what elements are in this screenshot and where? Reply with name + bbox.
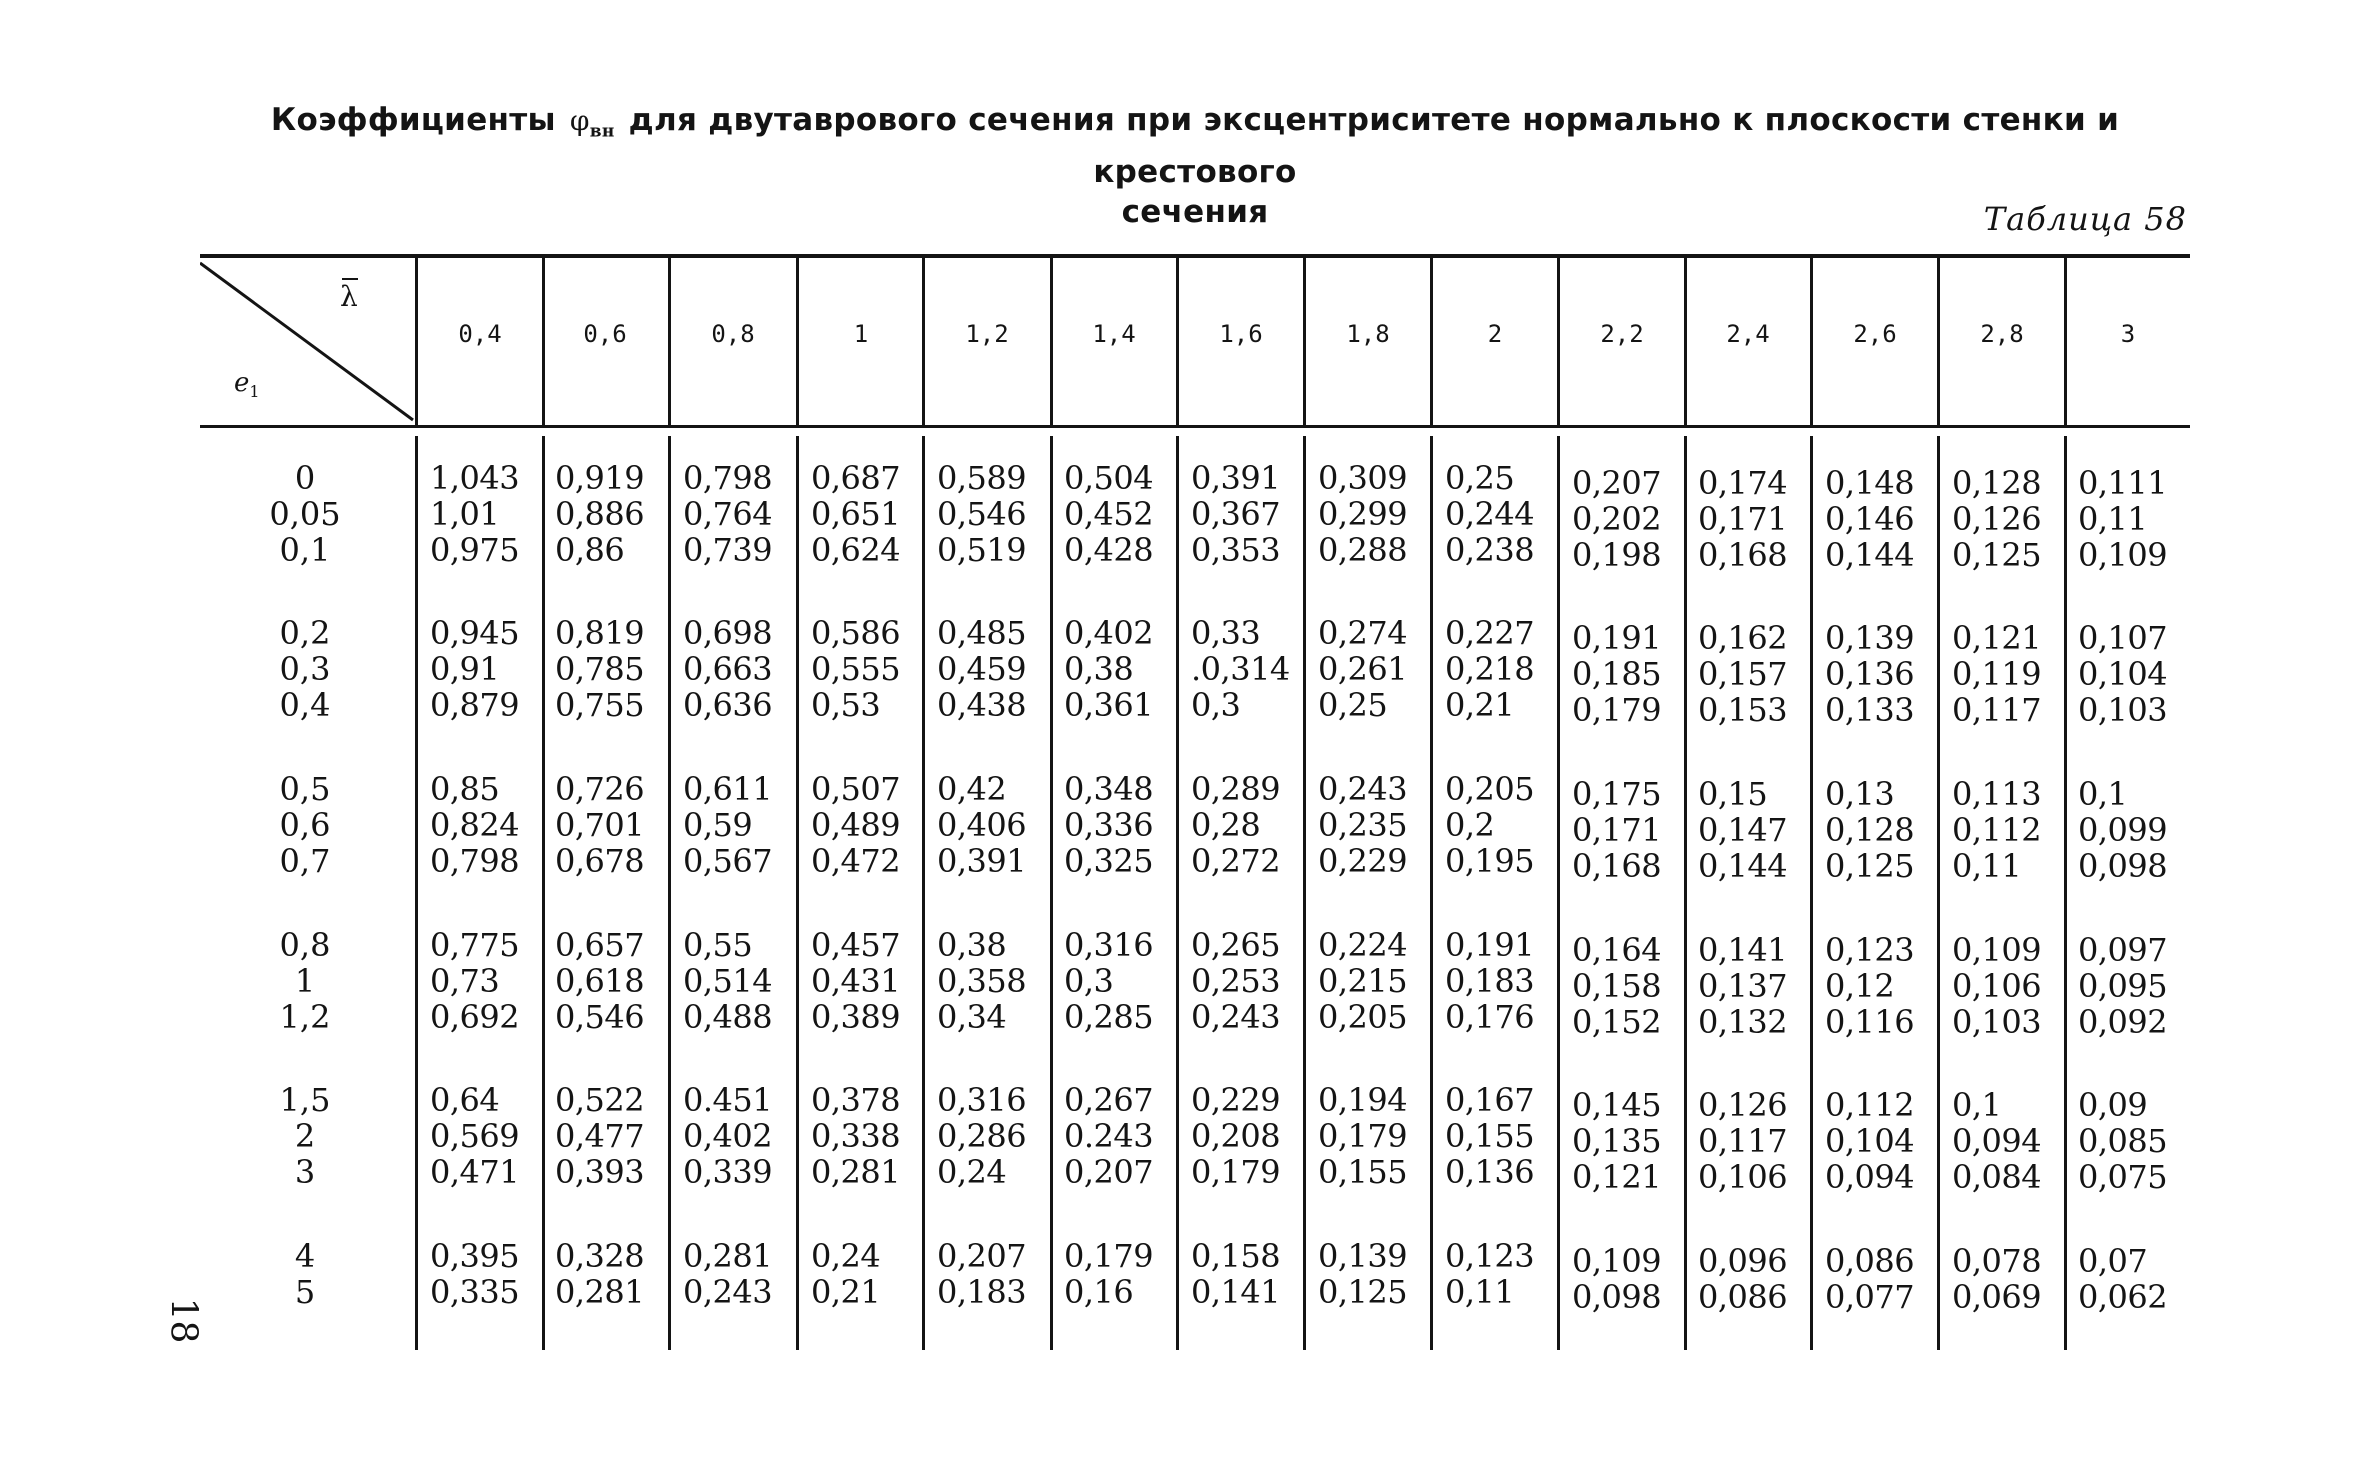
table-cell: 0,194 0,179 0,155 bbox=[1318, 1081, 1408, 1191]
table-cell: 0,139 0,136 0,133 bbox=[1825, 619, 1915, 729]
body-column-divider bbox=[415, 436, 418, 1350]
table-cell: 0,148 0,146 0,144 bbox=[1825, 464, 1915, 574]
table-cell: 0,504 0,452 0,428 bbox=[1064, 459, 1154, 569]
table-cell: 0,24 0,21 bbox=[811, 1237, 881, 1311]
table-cell: 0.451 0,402 0,339 bbox=[683, 1081, 773, 1191]
table-cell: 0,227 0,218 0,21 bbox=[1445, 614, 1535, 724]
table-cell: 0,378 0,338 0,281 bbox=[811, 1081, 901, 1191]
column-header-lambda: 1 bbox=[853, 320, 869, 348]
column-header-lambda: 2,2 bbox=[1600, 320, 1644, 348]
page-number: 18 bbox=[162, 1297, 204, 1344]
table-cell: 0,224 0,215 0,205 bbox=[1318, 926, 1408, 1036]
table-cell: 0,097 0,095 0,092 bbox=[2078, 931, 2168, 1041]
body-column-divider bbox=[1684, 436, 1687, 1350]
table-cell: 0,391 0,367 0,353 bbox=[1191, 459, 1281, 569]
title-rest: для двутаврового сечения при эксцентриситете нормально к плоскости стенки и крестового bbox=[628, 102, 2120, 190]
corner-diagonal bbox=[200, 258, 415, 423]
table-cell: 0,589 0,546 0,519 bbox=[937, 459, 1027, 569]
table-cell: 0,179 0,16 bbox=[1064, 1237, 1154, 1311]
table-cell: 0,798 0,764 0,739 bbox=[683, 459, 773, 569]
table-cell: 0,175 0,171 0,168 bbox=[1572, 775, 1662, 885]
column-header-lambda: 2,6 bbox=[1853, 320, 1897, 348]
table-cell: 0,33 .0,314 0,3 bbox=[1191, 614, 1290, 724]
column-header-lambda: 2,4 bbox=[1726, 320, 1770, 348]
table-cell: 0,13 0,128 0,125 bbox=[1825, 775, 1915, 885]
row-label-e1: 0,2 0,3 0,4 bbox=[279, 614, 331, 724]
table-cell: 0,158 0,141 bbox=[1191, 1237, 1281, 1311]
table-title bbox=[200, 100, 2190, 232]
table-cell: 0,145 0,135 0,121 bbox=[1572, 1086, 1662, 1196]
body-column-divider bbox=[542, 436, 545, 1350]
body-column-divider bbox=[1430, 436, 1433, 1350]
table-cell: 0,819 0,785 0,755 bbox=[555, 614, 645, 724]
table-cell: 0,85 0,824 0,798 bbox=[430, 770, 520, 880]
title-line2: сечения bbox=[1121, 193, 1269, 230]
table-cell: 0,086 0,077 bbox=[1825, 1242, 1915, 1316]
table-cell: 0,15 0,147 0,144 bbox=[1698, 775, 1788, 885]
table-cell: 0,123 0,11 bbox=[1445, 1237, 1535, 1311]
body-column-divider bbox=[1303, 436, 1306, 1350]
table-cell: 0,07 0,062 bbox=[2078, 1242, 2168, 1316]
table-cell: 0,267 0.243 0,207 bbox=[1064, 1081, 1154, 1191]
table-cell: 0,191 0,185 0,179 bbox=[1572, 619, 1662, 729]
row-label-e1: 1,5 2 3 bbox=[279, 1081, 331, 1191]
column-header-lambda: 1,8 bbox=[1346, 320, 1390, 348]
table-cell: 0,109 0,106 0,103 bbox=[1952, 931, 2042, 1041]
table-cell: 0,274 0,261 0,25 bbox=[1318, 614, 1408, 724]
header-rule bbox=[200, 425, 2190, 428]
row-label-e1: 0 0,05 0,1 bbox=[269, 459, 341, 569]
column-header-lambda: 2 bbox=[1487, 320, 1503, 348]
table-cell: 0,229 0,208 0,179 bbox=[1191, 1081, 1281, 1191]
table-cell: 0,109 0,098 bbox=[1572, 1242, 1662, 1316]
table-cell: 0,726 0,701 0,678 bbox=[555, 770, 645, 880]
body-column-divider bbox=[1050, 436, 1053, 1350]
table-cell: 0,139 0,125 bbox=[1318, 1237, 1408, 1311]
e1-label: $e_1$ bbox=[234, 368, 260, 402]
table-cell: 0,113 0,112 0,11 bbox=[1952, 775, 2042, 885]
column-header-lambda: 0,4 bbox=[458, 320, 502, 348]
table-cell: 0,38 0,358 0,34 bbox=[937, 926, 1027, 1036]
table-number: Таблица 58 bbox=[1983, 200, 2187, 238]
table-cell: 0,126 0,117 0,106 bbox=[1698, 1086, 1788, 1196]
table-cell: 0,123 0,12 0,116 bbox=[1825, 931, 1915, 1041]
table-cell: 0,485 0,459 0,438 bbox=[937, 614, 1027, 724]
table-cell: 0,395 0,335 bbox=[430, 1237, 520, 1311]
table-cell: 0,402 0,38 0,361 bbox=[1064, 614, 1154, 724]
column-header-lambda: 2,8 bbox=[1980, 320, 2024, 348]
table-cell: 0,289 0,28 0,272 bbox=[1191, 770, 1281, 880]
body-column-divider bbox=[1176, 436, 1179, 1350]
table-cell: 0,265 0,253 0,243 bbox=[1191, 926, 1281, 1036]
column-header-lambda: 1,2 bbox=[965, 320, 1009, 348]
table-cell: 0,55 0,514 0,488 bbox=[683, 926, 773, 1036]
column-header-lambda: 0,6 bbox=[583, 320, 627, 348]
body-column-divider bbox=[1937, 436, 1940, 1350]
table-cell: 0,698 0,663 0,636 bbox=[683, 614, 773, 724]
table-cell: 0,657 0,618 0,546 bbox=[555, 926, 645, 1036]
table-cell: 0,1 0,094 0,084 bbox=[1952, 1086, 2042, 1196]
table-cell: 0,586 0,555 0,53 bbox=[811, 614, 901, 724]
table-cell: 0,121 0,119 0,117 bbox=[1952, 619, 2042, 729]
column-header-lambda: 1,6 bbox=[1219, 320, 1263, 348]
table-cell: 0,174 0,171 0,168 bbox=[1698, 464, 1788, 574]
table-cell: 0,945 0,91 0,879 bbox=[430, 614, 520, 724]
body-column-divider bbox=[1810, 436, 1813, 1350]
table-cell: 0,42 0,406 0,391 bbox=[937, 770, 1027, 880]
table-cell: 0,09 0,085 0,075 bbox=[2078, 1086, 2168, 1196]
table-cell: 0,309 0,299 0,288 bbox=[1318, 459, 1408, 569]
table-cell: 0,096 0,086 bbox=[1698, 1242, 1788, 1316]
row-label-e1: 4 5 bbox=[294, 1237, 316, 1311]
table-cell: 0,141 0,137 0,132 bbox=[1698, 931, 1788, 1041]
table-cell: 0,207 0,183 bbox=[937, 1237, 1027, 1311]
title-prefix: Коэффициенты bbox=[270, 102, 556, 138]
table-cell: 0,078 0,069 bbox=[1952, 1242, 2042, 1316]
table-cell: 0,107 0,104 0,103 bbox=[2078, 619, 2168, 729]
body-column-divider bbox=[1557, 436, 1560, 1350]
top-rule bbox=[200, 254, 2190, 258]
table-cell: 0,457 0,431 0,389 bbox=[811, 926, 901, 1036]
table-cell: 0,348 0,336 0,325 bbox=[1064, 770, 1154, 880]
table-cell: 0,611 0,59 0,567 bbox=[683, 770, 773, 880]
table-cell: 0,1 0,099 0,098 bbox=[2078, 775, 2168, 885]
table-cell: 0,191 0,183 0,176 bbox=[1445, 926, 1535, 1036]
table-cell: 0,64 0,569 0,471 bbox=[430, 1081, 520, 1191]
table-cell: 0,687 0,651 0,624 bbox=[811, 459, 901, 569]
table-cell: 0,128 0,126 0,125 bbox=[1952, 464, 2042, 574]
table-cell: 0,522 0,477 0,393 bbox=[555, 1081, 645, 1191]
table-cell: 0,25 0,244 0,238 bbox=[1445, 459, 1535, 569]
table-cell: 0,316 0,286 0,24 bbox=[937, 1081, 1027, 1191]
table-cell: 0,162 0,157 0,153 bbox=[1698, 619, 1788, 729]
table-cell: 0,775 0,73 0,692 bbox=[430, 926, 520, 1036]
table-cell: 0,507 0,489 0,472 bbox=[811, 770, 901, 880]
column-header-lambda: 0,8 bbox=[711, 320, 755, 348]
table-cell: 0,205 0,2 0,195 bbox=[1445, 770, 1535, 880]
column-header-lambda: 3 bbox=[2120, 320, 2136, 348]
table-cell: 0,281 0,243 bbox=[683, 1237, 773, 1311]
row-label-e1: 0,5 0,6 0,7 bbox=[279, 770, 331, 880]
body-column-divider bbox=[922, 436, 925, 1350]
table-cell: 0,164 0,158 0,152 bbox=[1572, 931, 1662, 1041]
phi-symbol: $\varphi_{вн}$ bbox=[569, 104, 615, 142]
table-cell: 0,167 0,155 0,136 bbox=[1445, 1081, 1535, 1191]
body-column-divider bbox=[796, 436, 799, 1350]
body-column-divider bbox=[2064, 436, 2067, 1350]
table-cell: 1,043 1,01 0,975 bbox=[430, 459, 520, 569]
lambda-label: λ bbox=[340, 280, 358, 313]
table-cell: 0,243 0,235 0,229 bbox=[1318, 770, 1408, 880]
table-cell: 0,328 0,281 bbox=[555, 1237, 645, 1311]
row-label-e1: 0,8 1 1,2 bbox=[279, 926, 331, 1036]
body-column-divider bbox=[668, 436, 671, 1350]
column-header-lambda: 1,4 bbox=[1092, 320, 1136, 348]
table-cell: 0,111 0,11 0,109 bbox=[2078, 464, 2168, 574]
table-cell: 0,316 0,3 0,285 bbox=[1064, 926, 1154, 1036]
table-cell: 0,112 0,104 0,094 bbox=[1825, 1086, 1915, 1196]
table-cell: 0,919 0,886 0,86 bbox=[555, 459, 645, 569]
table-cell: 0,207 0,202 0,198 bbox=[1572, 464, 1662, 574]
